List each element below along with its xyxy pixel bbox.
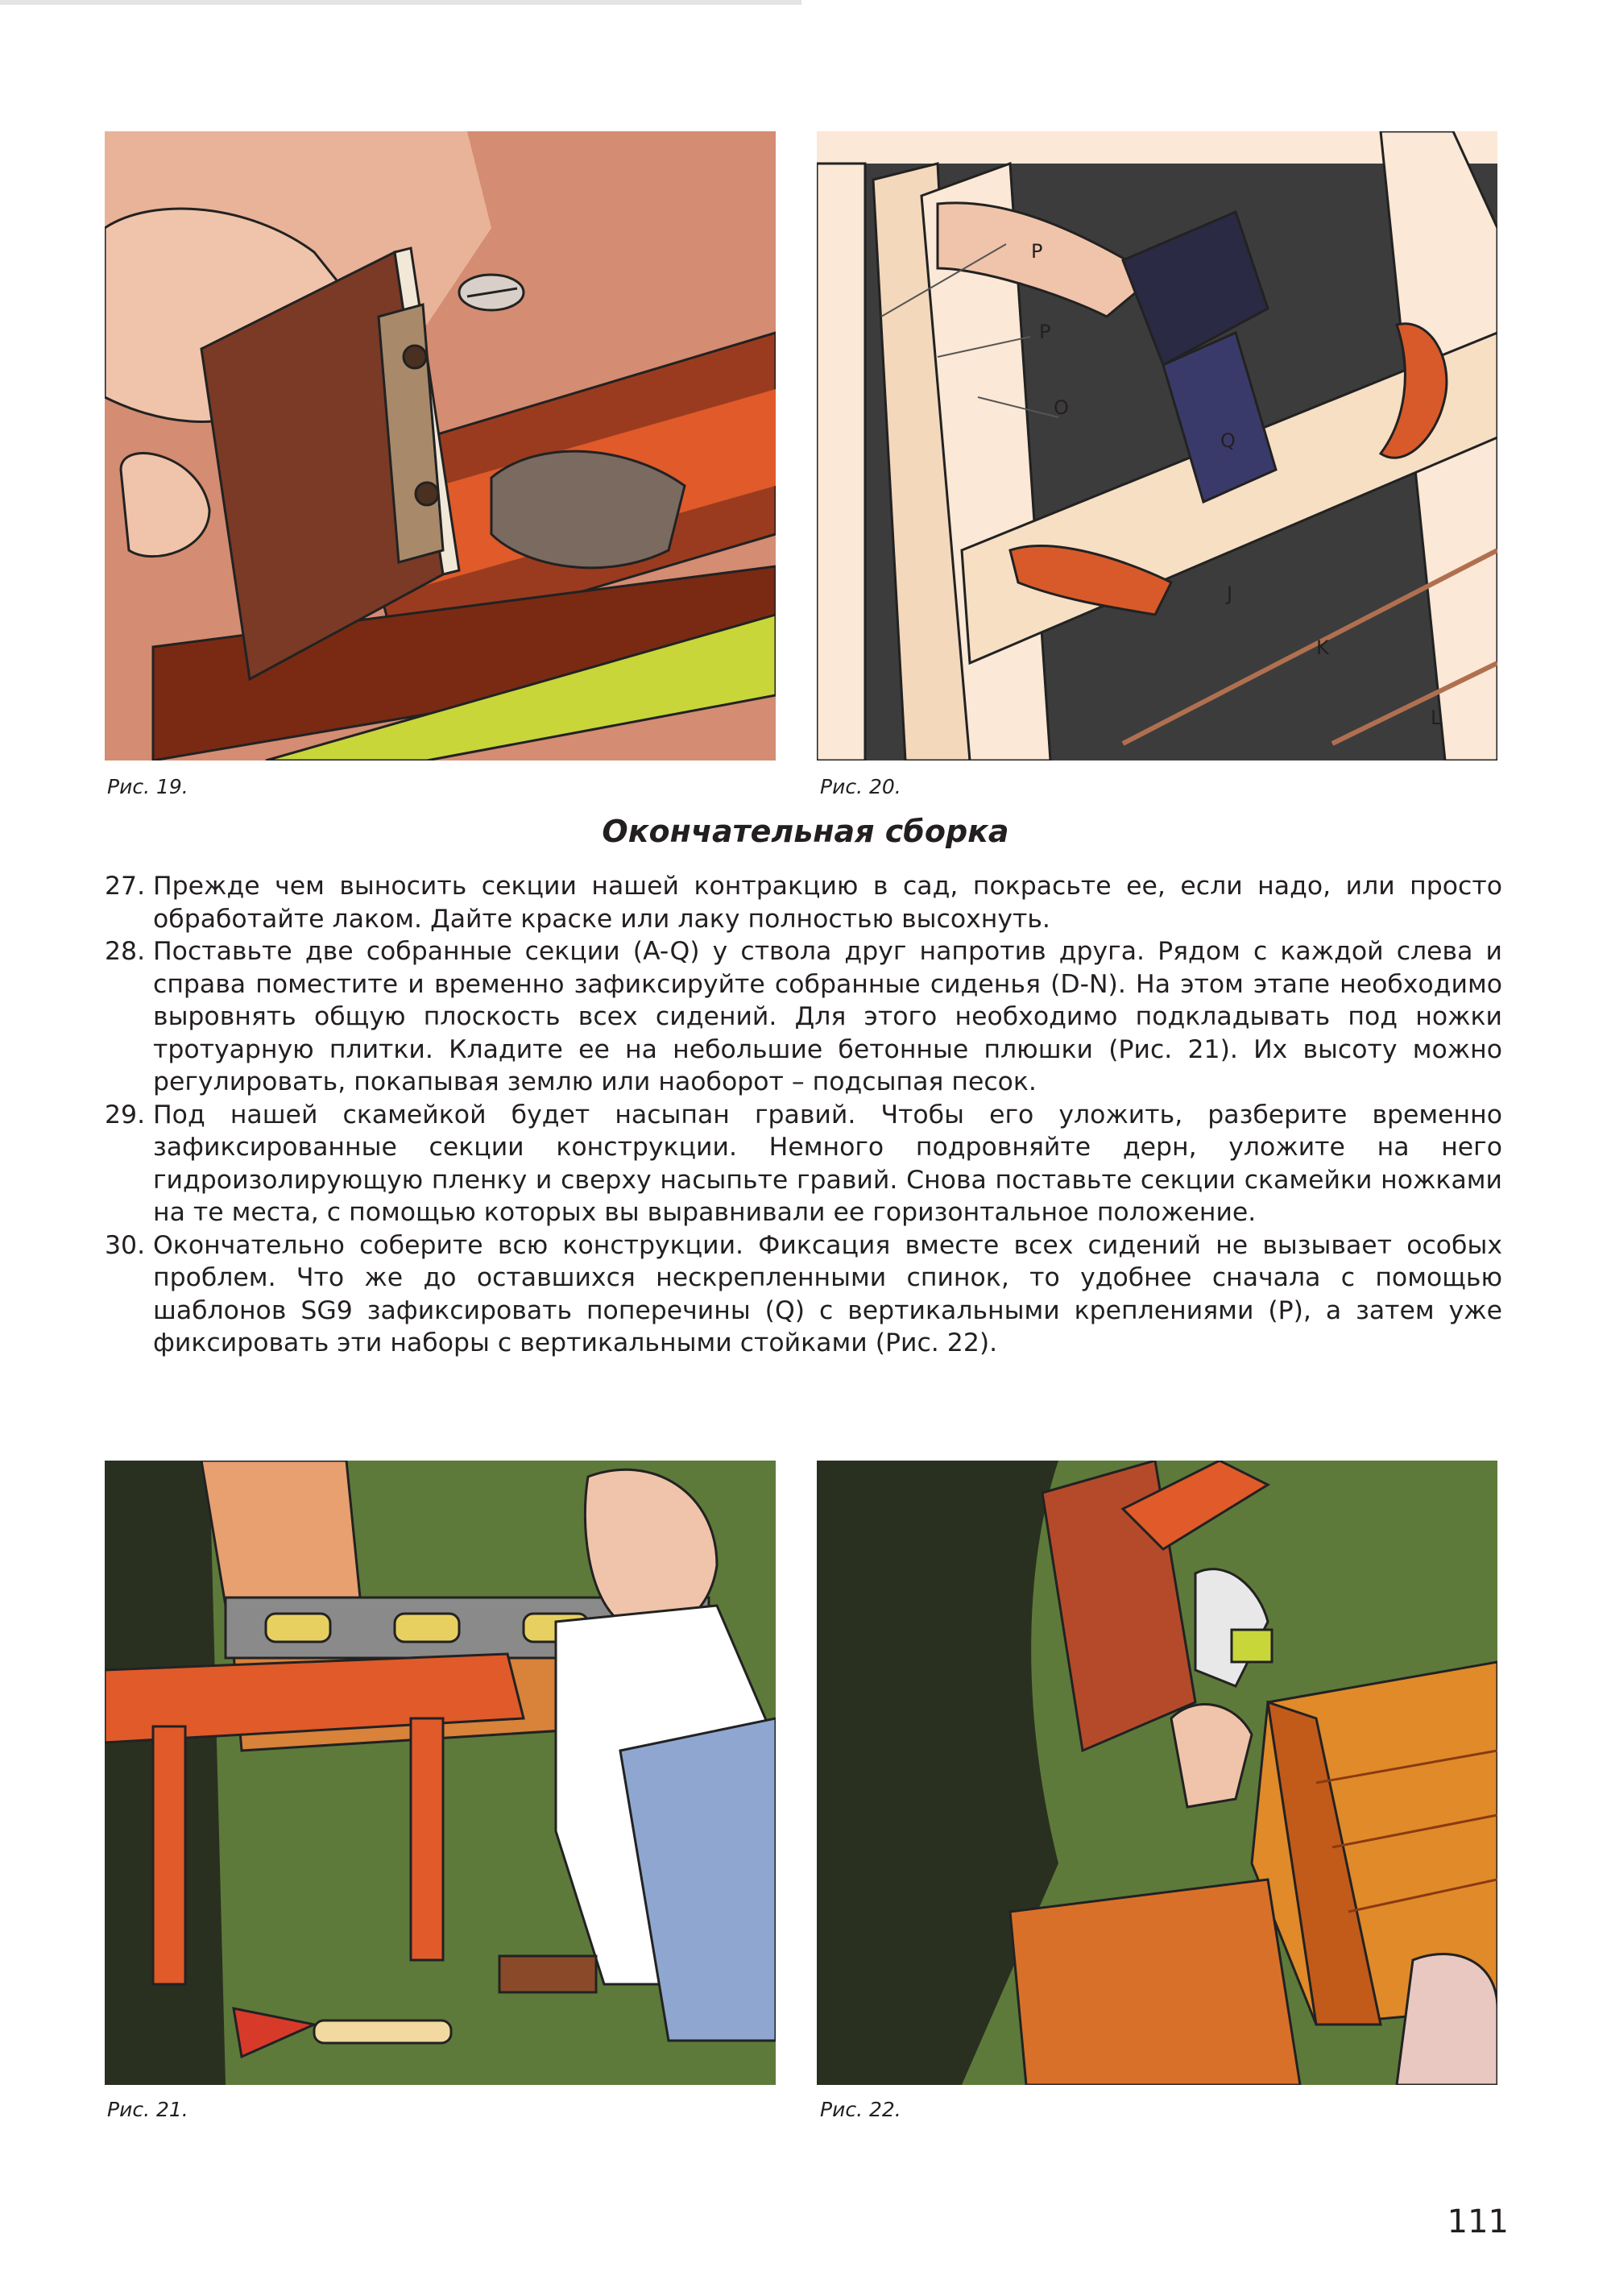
top-rule [0, 0, 801, 5]
figure-22-caption: Рис. 22. [820, 2098, 901, 2121]
fig20-label-k: K [1316, 636, 1329, 659]
figure-21-illustration [105, 1461, 776, 2085]
figure-20-caption: Рис. 20. [820, 775, 901, 798]
page-number: 111 [1447, 2203, 1509, 2240]
fig20-label-o: O [1054, 396, 1069, 419]
step-number: 27. [105, 872, 146, 901]
instruction-step-27 [105, 870, 1502, 935]
fig20-label-l: L [1431, 707, 1442, 729]
step-text: Поставьте две собранные секции (A-Q) у ствола друг напротив друга. Рядом с каждой слева и справа поместите и временно зафиксируйте собранные сиденья (D-N). На этом этапе необходимо выровнять общую плоскость всех сидений. Для этого необходимо подкладывать под ножки тротуарную плитки. Кладите ее на небольшие бетонные плюшки (Рис. 21). Их высоту можно регулировать, покапывая землю или наоборот – подсыпая песок. [153, 937, 1502, 1096]
figure-19-illustration [105, 131, 776, 760]
figure-22-illustration [817, 1461, 1497, 2085]
fig20-label-p-2: P [1039, 321, 1051, 343]
step-text: Окончательно соберите всю конструкции. Фиксация вместе всех сидений не вызывает особых проблем. Что же до оставшихся нескрепленными спинок, то удобнее сначала с помощью шаблонов SG9 зафиксировать поперечины (Q) с вертикальными креплениями (P), а затем уже фиксировать эти наборы с вертикальными стойками (Рис. 22). [153, 1230, 1502, 1357]
step-number: 30. [105, 1230, 146, 1260]
step-number: 29. [105, 1100, 146, 1129]
fig20-label-q: Q [1220, 429, 1236, 452]
step-text: Под нашей скамейкой будет насыпан гравий. Чтобы его уложить, разберите временно зафиксированные секции конструкции. Немного подровняйте дерн, уложите на него гидроизолирующую пленку и сверху насыпьте гравий. Снова поставьте секции скамейки ножками на те места, с помощью которых вы выравнивали ее горизонтальное положение. [153, 1100, 1502, 1227]
instruction-step-29 [105, 1099, 1502, 1229]
figure-20-illustration [817, 131, 1497, 760]
instruction-step-28 [105, 935, 1502, 1099]
figure-21-caption: Рис. 21. [107, 2098, 188, 2121]
fig20-label-p-1: P [1031, 240, 1043, 263]
instruction-step-30 [105, 1229, 1502, 1360]
section-title: Окончательная сборка [602, 814, 1009, 849]
step-number: 28. [105, 937, 146, 966]
fig20-label-j: J [1227, 582, 1233, 605]
step-text: Прежде чем выносить секции нашей контракцию в сад, покрасьте ее, если надо, или просто обработайте лаком. Дайте краске или лаку полностью высохнуть. [153, 872, 1502, 934]
instructions-list [105, 870, 1502, 1360]
figure-19-caption: Рис. 19. [107, 775, 188, 798]
